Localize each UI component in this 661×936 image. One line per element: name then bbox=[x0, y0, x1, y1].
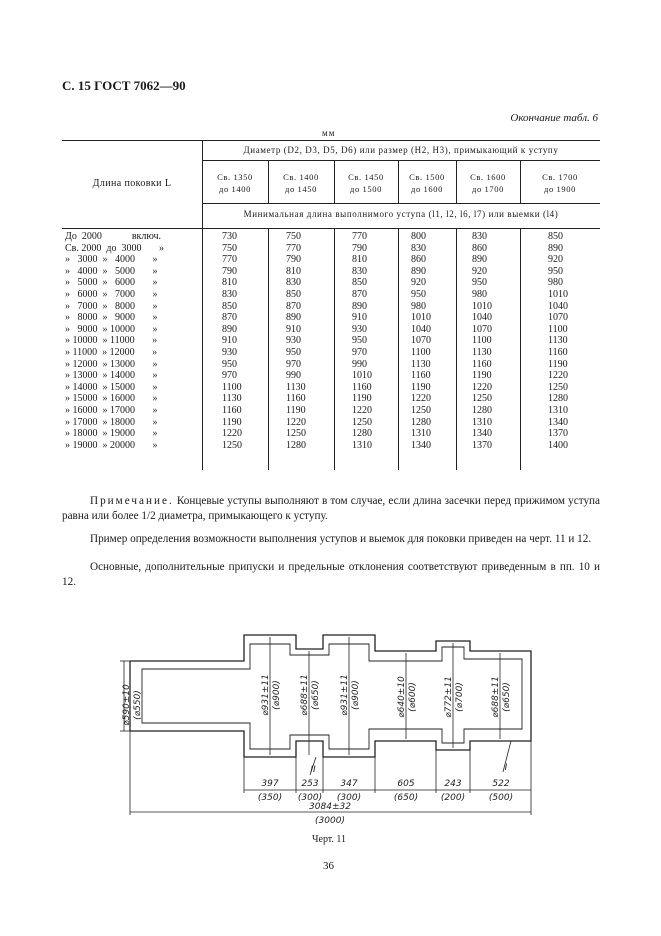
table-cell: 890 bbox=[352, 300, 367, 312]
table-cell: 1100 bbox=[472, 335, 492, 347]
table-cell: 860 bbox=[411, 254, 426, 266]
table-cell: 1040 bbox=[548, 300, 568, 312]
table-cell: 1100 bbox=[411, 347, 431, 358]
table-cell: 1250 bbox=[472, 393, 492, 405]
table-cell: 1370 bbox=[472, 439, 492, 451]
row-header: Длина поковки L bbox=[92, 178, 172, 189]
table-cell: 890 bbox=[222, 323, 237, 335]
drawing-caption: Черт. 11 bbox=[312, 834, 347, 845]
table-cell: 1010 bbox=[472, 300, 492, 312]
table-cell: 1340 bbox=[472, 428, 492, 440]
table-cell: 870 bbox=[352, 289, 367, 300]
dim-l-5: 522 bbox=[492, 779, 510, 789]
table-cell: 830 bbox=[286, 277, 301, 289]
table-cell: 850 bbox=[222, 300, 237, 312]
dim-d-0: ⌀590±10 bbox=[122, 684, 132, 726]
sub-header: Минимальная длина выполнимого уступа (l1, l2, l6, l7) или выемки (l4) bbox=[243, 209, 559, 219]
table-cell: 910 bbox=[286, 323, 301, 335]
table-top-rule bbox=[62, 140, 600, 141]
table-cell: 1310 bbox=[352, 439, 372, 451]
column-header-0-to: до 1400 bbox=[219, 184, 251, 194]
table-cell: 850 bbox=[352, 277, 367, 289]
table-cell: 930 bbox=[352, 323, 367, 335]
table-cell: 1040 bbox=[411, 323, 431, 335]
dim-l-4: 243 bbox=[444, 779, 462, 789]
table-cell: 1220 bbox=[472, 381, 492, 393]
dim-d-3-sub: (⌀900) bbox=[351, 680, 361, 710]
row-label: » 16000 » 17000 » bbox=[65, 405, 158, 416]
table-cell: 1190 bbox=[548, 358, 568, 370]
table-cell: 890 bbox=[286, 312, 301, 324]
table-cell: 970 bbox=[352, 347, 367, 358]
dim-l-2-sub: (300) bbox=[336, 793, 362, 803]
table-cell: 990 bbox=[352, 358, 367, 370]
table-cell: 910 bbox=[352, 312, 367, 324]
dim-d-5-sub: (⌀700) bbox=[455, 682, 465, 712]
table-cell: 1250 bbox=[352, 416, 372, 428]
table-cell: 890 bbox=[472, 254, 487, 266]
row-label: » 11000 » 12000 » bbox=[65, 347, 158, 358]
table-cell: 1190 bbox=[472, 370, 492, 382]
table-cell: 980 bbox=[411, 300, 426, 312]
dim-d-6: ⌀688±11 bbox=[491, 676, 501, 718]
subheader-rule bbox=[202, 203, 600, 204]
column-header-1-from: Св. 1400 bbox=[283, 172, 319, 182]
table-cell: 930 bbox=[286, 335, 301, 347]
table-cell: 1070 bbox=[411, 335, 431, 347]
row-label: » 18000 » 19000 » bbox=[65, 428, 158, 440]
table-cell: 920 bbox=[548, 254, 563, 266]
note-text: Концевые уступы выполняют в том случае, если длина засечки перед прижимом уступа равна или более 1/2 диаметра, примыкающего к уступу. bbox=[62, 495, 600, 522]
row-label: » 15000 » 16000 » bbox=[65, 393, 158, 405]
column-header-4-from: Св. 1600 bbox=[470, 172, 506, 182]
table-cell: 1250 bbox=[411, 405, 431, 416]
table-cell: 1130 bbox=[411, 358, 431, 370]
table-cell: 1280 bbox=[411, 416, 431, 428]
dim-d-4: ⌀640±10 bbox=[397, 676, 407, 718]
table-cell: 830 bbox=[352, 265, 367, 277]
dim-l-0-sub: (350) bbox=[257, 793, 283, 803]
table-cell: 1160 bbox=[222, 405, 242, 416]
table-cell: 830 bbox=[411, 242, 426, 254]
dim-d-1: ⌀931±11 bbox=[261, 674, 271, 716]
row-label: » 3000 » 4000 » bbox=[65, 254, 158, 266]
table-cell: 1190 bbox=[352, 393, 372, 405]
table-cell: 810 bbox=[352, 254, 367, 266]
table-cell: 790 bbox=[352, 242, 367, 254]
table-cell: 950 bbox=[352, 335, 367, 347]
row-label: » 12000 » 13000 » bbox=[65, 358, 158, 370]
table-cell: 1220 bbox=[352, 405, 372, 416]
table-cell: 1130 bbox=[222, 393, 242, 405]
dim-d-5: ⌀772±11 bbox=[444, 676, 454, 718]
table-cell: 1310 bbox=[548, 405, 568, 416]
table-cell: 920 bbox=[411, 277, 426, 289]
table-cell: 1010 bbox=[548, 289, 568, 300]
forging-drawing bbox=[120, 625, 560, 830]
table-cell: 1160 bbox=[411, 370, 431, 382]
table-cell: 810 bbox=[222, 277, 237, 289]
table-cell: 770 bbox=[222, 254, 237, 266]
forging-outline bbox=[130, 635, 531, 757]
row-label: Св. 2000 до 3000 » bbox=[65, 242, 164, 254]
table-cell: 1100 bbox=[222, 381, 242, 393]
dim-total: 3084±32 bbox=[309, 802, 351, 812]
table-caption: Окончание табл. 6 bbox=[510, 112, 598, 124]
table-cell: 1400 bbox=[548, 439, 568, 451]
table-cell: 1250 bbox=[222, 439, 242, 451]
table-cell: 1130 bbox=[472, 347, 492, 358]
table-cell: 830 bbox=[472, 231, 487, 242]
dim-d-2-sub: (⌀650) bbox=[311, 680, 321, 710]
table-cell: 750 bbox=[222, 242, 237, 254]
table-cell: 1340 bbox=[411, 439, 431, 451]
table-cell: 1280 bbox=[286, 439, 306, 451]
row-label: » 9000 » 10000 » bbox=[65, 323, 158, 335]
table-cell: 950 bbox=[286, 347, 301, 358]
row-label: » 8000 » 9000 » bbox=[65, 312, 158, 324]
table-cell: 1190 bbox=[286, 405, 306, 416]
table-cell: 1280 bbox=[352, 428, 372, 440]
table-cell: 1340 bbox=[548, 416, 568, 428]
table-cell: 830 bbox=[222, 289, 237, 300]
page-number: 36 bbox=[323, 860, 334, 872]
table-cell: 850 bbox=[286, 289, 301, 300]
dim-d-6-sub: (⌀650) bbox=[502, 682, 512, 712]
table-cell: 980 bbox=[548, 277, 563, 289]
table-cell: 950 bbox=[222, 358, 237, 370]
row-label: » 4000 » 5000 » bbox=[65, 265, 158, 277]
row-label: » 7000 » 8000 » bbox=[65, 300, 158, 312]
column-header-5-to: до 1900 bbox=[544, 184, 576, 194]
row-label: » 10000 » 11000 » bbox=[65, 335, 158, 347]
table-cell: 910 bbox=[222, 335, 237, 347]
table-cell: 1160 bbox=[548, 347, 568, 358]
table-cell: 1190 bbox=[222, 416, 242, 428]
table-cell: 770 bbox=[286, 242, 301, 254]
column-header-4-to: до 1700 bbox=[472, 184, 504, 194]
column-header-1-to: до 1450 bbox=[285, 184, 317, 194]
column-divider bbox=[334, 228, 335, 470]
dim-l-4-sub: (200) bbox=[440, 793, 466, 803]
row-label: » 17000 » 18000 » bbox=[65, 416, 158, 428]
table-cell: 970 bbox=[222, 370, 237, 382]
table-cell: 950 bbox=[472, 277, 487, 289]
table-cell: 790 bbox=[286, 254, 301, 266]
table-cell: 1370 bbox=[548, 428, 568, 440]
column-divider bbox=[398, 228, 399, 470]
dim-l-1-sub: (300) bbox=[297, 793, 323, 803]
column-header-3-from: Св. 1500 bbox=[409, 172, 445, 182]
table-cell: 1070 bbox=[472, 323, 492, 335]
table-cell: 1310 bbox=[411, 428, 431, 440]
paragraph-2: Основные, дополнительные припуски и предельные отклонения соответствуют приведенным в пп. 10 и 12. bbox=[62, 561, 600, 588]
table-cell: 950 bbox=[411, 289, 426, 300]
note-lead: Примечание. bbox=[90, 495, 174, 507]
column-header-5-from: Св. 1700 bbox=[542, 172, 578, 182]
dim-d-3: ⌀931±11 bbox=[340, 674, 350, 716]
row-label: » 13000 » 14000 » bbox=[65, 370, 158, 382]
table-cell: 870 bbox=[222, 312, 237, 324]
table-cell: 800 bbox=[411, 231, 426, 242]
table-cell: 1220 bbox=[548, 370, 568, 382]
row-label: » 19000 » 20000 » bbox=[65, 439, 158, 451]
dim-l-1: 253 bbox=[301, 779, 319, 789]
column-header-0-from: Св. 1350 bbox=[217, 172, 253, 182]
table-cell: 1250 bbox=[548, 381, 568, 393]
table-cell: 1070 bbox=[548, 312, 568, 324]
table-cell: 1280 bbox=[548, 393, 568, 405]
column-header-2-from: Св. 1450 bbox=[348, 172, 384, 182]
dim-l-2: 347 bbox=[340, 779, 358, 789]
table-cell: 1130 bbox=[286, 381, 306, 393]
table-cell: 850 bbox=[548, 231, 563, 242]
table-cell: 1280 bbox=[472, 405, 492, 416]
column-divider bbox=[456, 228, 457, 470]
finished-contour bbox=[142, 644, 522, 749]
row-label: » 14000 » 15000 » bbox=[65, 381, 158, 393]
table-cell: 730 bbox=[222, 231, 237, 242]
paragraph-1: Пример определения возможности выполнения уступов и выемок для поковки приведен на черт. 11 и 12. bbox=[90, 533, 592, 545]
table-cell: 1310 bbox=[472, 416, 492, 428]
column-header-2-to: до 1500 bbox=[350, 184, 382, 194]
table-cell: 1100 bbox=[548, 323, 568, 335]
table-cell: 770 bbox=[352, 231, 367, 242]
table-cell: 890 bbox=[411, 265, 426, 277]
dim-l-3: 605 bbox=[397, 779, 415, 789]
table-cell: 810 bbox=[286, 265, 301, 277]
table-cell: 790 bbox=[222, 265, 237, 277]
note-paragraph bbox=[62, 494, 600, 524]
dim-d-2: ⌀688±11 bbox=[300, 674, 310, 716]
column-header-3-to: до 1600 bbox=[411, 184, 443, 194]
row-label: » 5000 » 6000 » bbox=[65, 277, 158, 289]
group-header: Диаметр (D2, D3, D5, D6) или размер (H2, H3), примыкающий к уступу bbox=[243, 145, 559, 155]
table-cell: 1220 bbox=[411, 393, 431, 405]
column-divider bbox=[520, 228, 521, 470]
table-cell: 1160 bbox=[352, 381, 372, 393]
group-header-rule bbox=[202, 160, 600, 161]
table-cell: 1220 bbox=[286, 416, 306, 428]
dim-d-0-sub: (⌀550) bbox=[133, 690, 143, 720]
table-cell: 1010 bbox=[352, 370, 372, 382]
table-cell: 930 bbox=[222, 347, 237, 358]
table-cell: 920 bbox=[472, 265, 487, 277]
row-label: До 2000 включ. bbox=[65, 231, 162, 242]
dim-d-1-sub: (⌀900) bbox=[272, 680, 282, 710]
column-divider bbox=[268, 228, 269, 470]
row-label: » 6000 » 7000 » bbox=[65, 289, 158, 300]
table-cell: 980 bbox=[472, 289, 487, 300]
dim-d-4-sub: (⌀600) bbox=[408, 682, 418, 712]
table-cell: 970 bbox=[286, 358, 301, 370]
table-cell: 1010 bbox=[411, 312, 431, 324]
table-cell: 990 bbox=[286, 370, 301, 382]
table-cell: 1160 bbox=[472, 358, 492, 370]
unit-label: мм bbox=[322, 128, 336, 138]
table-cell: 1040 bbox=[472, 312, 492, 324]
page-header: С. 15 ГОСТ 7062—90 bbox=[62, 78, 186, 93]
table-cell: 950 bbox=[548, 265, 563, 277]
dim-l-0: 397 bbox=[261, 779, 279, 789]
table-cell: 1250 bbox=[286, 428, 306, 440]
table-cell: 1130 bbox=[548, 335, 568, 347]
table-cell: 890 bbox=[548, 242, 563, 254]
table-cell: 860 bbox=[472, 242, 487, 254]
dim-l-3-sub: (650) bbox=[393, 793, 419, 803]
table-cell: 1160 bbox=[286, 393, 306, 405]
mark-i: I bbox=[504, 763, 508, 773]
table-cell: 750 bbox=[286, 231, 301, 242]
table-cell: 870 bbox=[286, 300, 301, 312]
dim-total-sub: (3000) bbox=[315, 816, 345, 826]
table-cell: 1220 bbox=[222, 428, 242, 440]
mark-ii: II bbox=[310, 765, 316, 775]
table-cell: 1190 bbox=[411, 381, 431, 393]
dim-l-5-sub: (500) bbox=[488, 793, 514, 803]
